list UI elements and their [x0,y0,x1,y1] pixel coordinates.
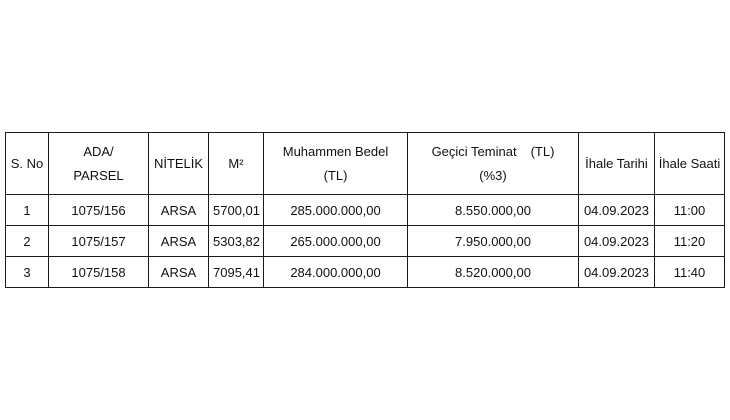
cell-ihale-tarihi: 04.09.2023 [579,257,655,288]
table-row [6,257,725,288]
cell-m2: 5700,01 [209,195,264,226]
cell-ihale-saati: 11:20 [655,226,725,257]
cell-sno: 2 [6,226,49,257]
cell-nitelik: ARSA [149,257,209,288]
cell-ada-parsel: 1075/157 [49,226,149,257]
cell-ihale-saati: 11:00 [655,195,725,226]
cell-ihale-saati: 11:40 [655,257,725,288]
header-ada-parsel [49,133,149,195]
header-teminat-line2: (%3) [479,167,507,183]
header-gecici-teminat [408,133,579,195]
cell-muhammen-bedel: 265.000.000,00 [264,226,408,257]
tender-table [5,132,725,288]
header-teminat-label: Geçici Teminat [431,143,517,159]
header-ada-line2: PARSEL [73,167,124,183]
cell-gecici-teminat: 8.550.000,00 [408,195,579,226]
table-header-row [6,133,725,195]
header-teminat-line1 [410,140,576,164]
header-ihale-tarihi: İhale Tarihi [579,133,655,195]
header-ihale-saati: İhale Saati [655,133,725,195]
header-muhammen-bedel [264,133,408,195]
cell-sno: 3 [6,257,49,288]
header-teminat-unit: (TL) [530,143,555,159]
header-ada-line1: ADA/ [83,143,114,159]
cell-nitelik: ARSA [149,195,209,226]
table-row [6,195,725,226]
cell-ada-parsel: 1075/156 [49,195,149,226]
header-sno: S. No [6,133,49,195]
cell-nitelik: ARSA [149,226,209,257]
header-nitelik: NİTELİK [149,133,209,195]
header-m2: M² [209,133,264,195]
cell-sno: 1 [6,195,49,226]
header-bedel-line1: Muhammen Bedel [282,143,389,159]
cell-muhammen-bedel: 285.000.000,00 [264,195,408,226]
header-bedel-line2: (TL) [323,167,348,183]
cell-m2: 5303,82 [209,226,264,257]
cell-ihale-tarihi: 04.09.2023 [579,195,655,226]
cell-m2: 7095,41 [209,257,264,288]
cell-gecici-teminat: 8.520.000,00 [408,257,579,288]
cell-ada-parsel: 1075/158 [49,257,149,288]
cell-ihale-tarihi: 04.09.2023 [579,226,655,257]
table-row [6,226,725,257]
cell-muhammen-bedel: 284.000.000,00 [264,257,408,288]
cell-gecici-teminat: 7.950.000,00 [408,226,579,257]
